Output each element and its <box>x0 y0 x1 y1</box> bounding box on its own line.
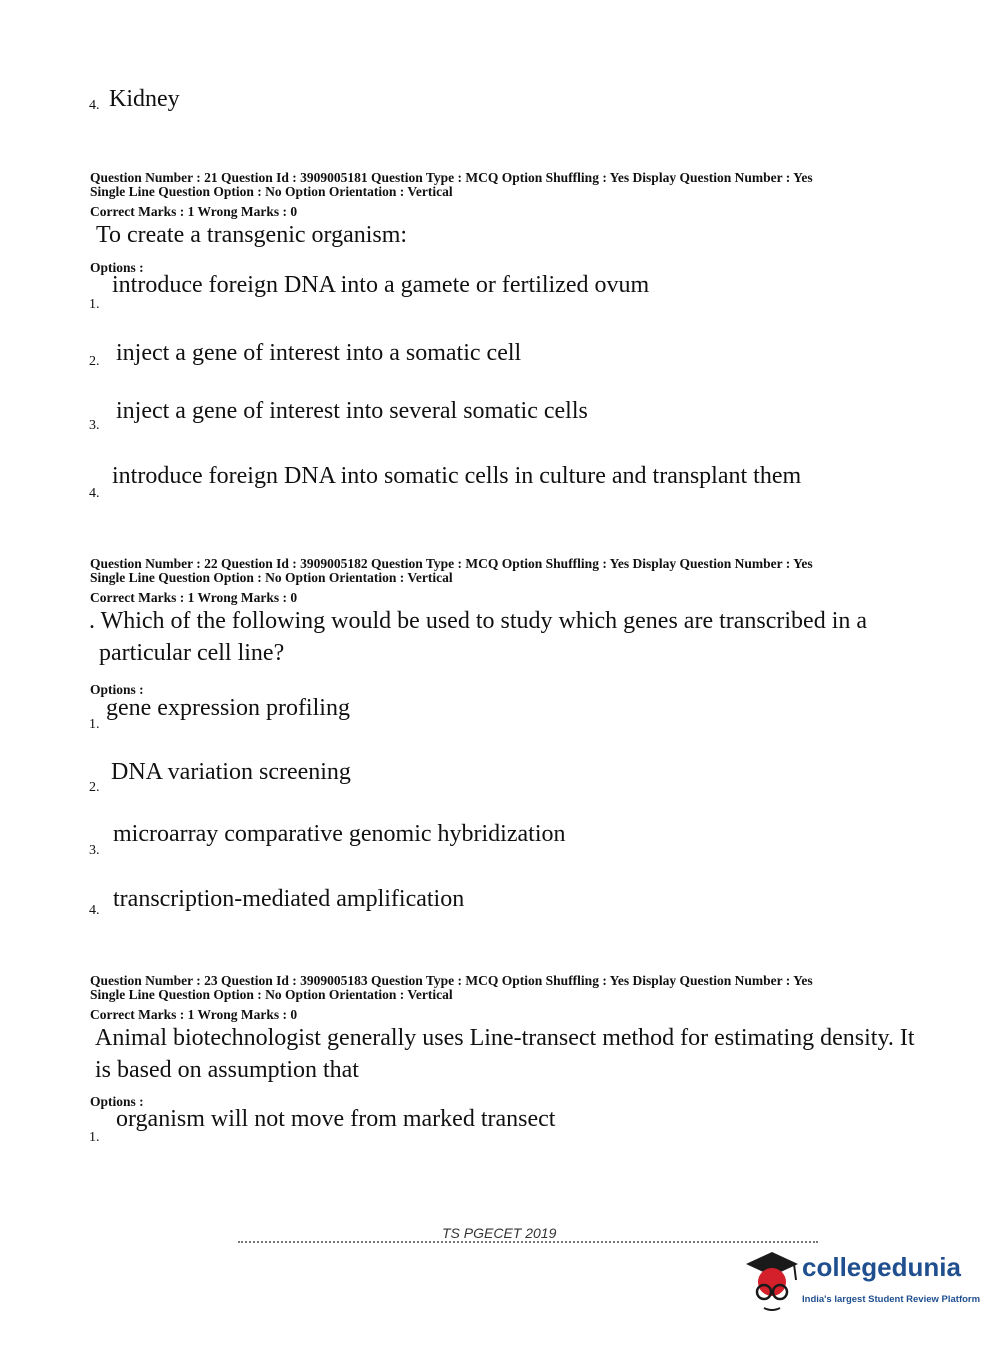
options-label: Options : <box>90 1094 144 1109</box>
option-text: organism will not move from marked transect <box>116 1106 556 1132</box>
question-meta: Question Number : 22 Question Id : 3909005182 Question Type : MCQ Option Shuffling : Yes Display Question Number : Yes <box>90 556 813 571</box>
option-text: microarray comparative genomic hybridization <box>113 821 566 847</box>
option-number: 2. <box>89 354 100 369</box>
option-number: 3. <box>89 843 100 858</box>
option-text: inject a gene of interest into several somatic cells <box>116 398 588 424</box>
question-marks: Correct Marks : 1 Wrong Marks : 0 <box>90 204 298 219</box>
question-meta: Single Line Question Option : No Option Orientation : Vertical <box>90 987 453 1002</box>
option-number: 4. <box>89 98 100 113</box>
option-text: Kidney <box>109 86 180 112</box>
option-text: transcription-mediated amplification <box>113 886 465 912</box>
option-number: 1. <box>89 1130 100 1145</box>
footer-divider <box>238 1241 818 1247</box>
option-text: introduce foreign DNA into somatic cells in culture and transplant them <box>112 463 802 489</box>
question-text: . Which of the following would be used to study which genes are transcribed in a <box>89 608 868 634</box>
logo-wordmark: collegedunia <box>802 1252 961 1282</box>
question-meta: Question Number : 21 Question Id : 3909005181 Question Type : MCQ Option Shuffling : Yes Display Question Number : Yes <box>90 170 813 185</box>
option-number: 4. <box>89 486 100 501</box>
question-marks: Correct Marks : 1 Wrong Marks : 0 <box>90 590 298 605</box>
question-meta: Single Line Question Option : No Option Orientation : Vertical <box>90 184 453 199</box>
option-number: 2. <box>89 780 100 795</box>
logo-tagline: India's largest Student Review Platform <box>802 1294 981 1305</box>
option-text: inject a gene of interest into a somatic cell <box>116 340 522 366</box>
option-number: 4. <box>89 903 100 918</box>
question-text: is based on assumption that <box>95 1057 359 1083</box>
question-meta: Question Number : 23 Question Id : 3909005183 Question Type : MCQ Option Shuffling : Yes Display Question Number : Yes <box>90 973 813 988</box>
option-number: 1. <box>89 297 100 312</box>
footer-exam-title: TS PGECET 2019 <box>442 1225 557 1241</box>
option-number: 1. <box>89 717 100 732</box>
graduate-mascot-icon <box>742 1246 802 1316</box>
question-text: particular cell line? <box>99 640 285 666</box>
question-text: Animal biotechnologist generally uses Line-transect method for estimating density. It <box>95 1025 915 1051</box>
question-marks: Correct Marks : 1 Wrong Marks : 0 <box>90 1007 298 1022</box>
collegedunia-logo <box>742 1246 981 1316</box>
option-number: 3. <box>89 418 100 433</box>
question-meta: Single Line Question Option : No Option Orientation : Vertical <box>90 570 453 585</box>
option-text: DNA variation screening <box>111 759 351 785</box>
options-label: Options : <box>90 260 144 275</box>
question-text: To create a transgenic organism: <box>96 222 408 248</box>
option-text: introduce foreign DNA into a gamete or fertilized ovum <box>112 272 650 298</box>
options-label: Options : <box>90 682 144 697</box>
option-text: gene expression profiling <box>106 695 350 721</box>
